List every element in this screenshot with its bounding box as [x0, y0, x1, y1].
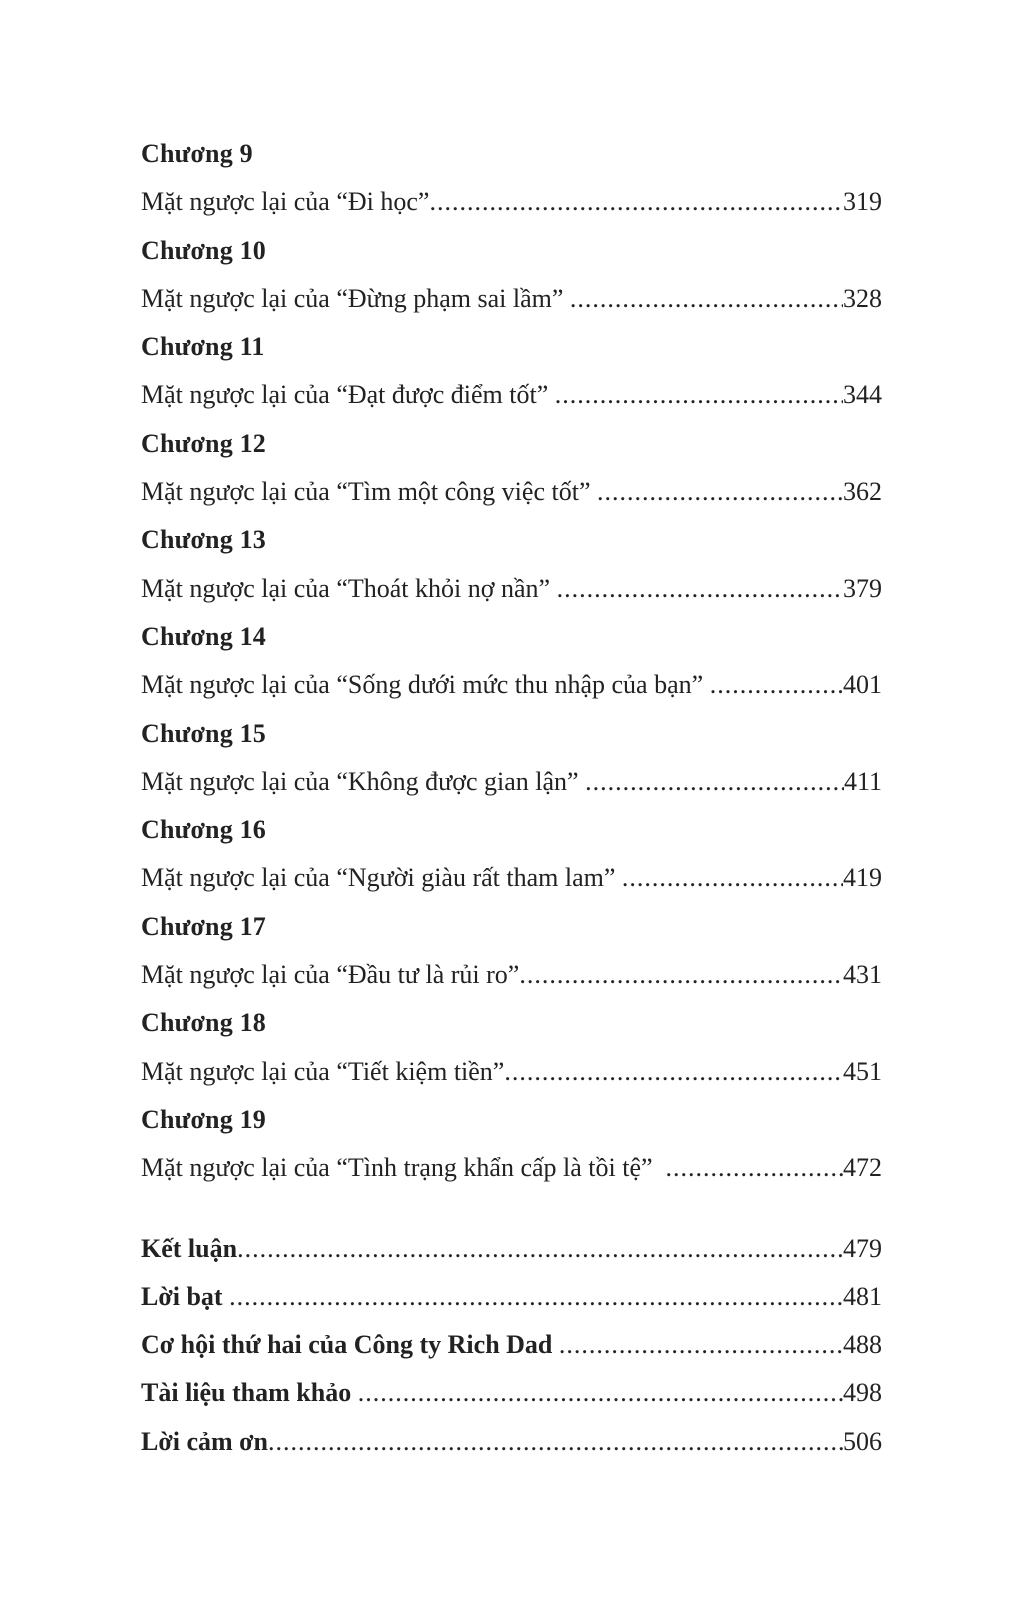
toc-row	[141, 178, 882, 226]
chapter-title: Mặt ngược lại của “Đạt được điểm tốt”	[141, 380, 555, 410]
toc-row	[141, 758, 882, 806]
page-number: 481	[843, 1281, 882, 1311]
page-number: 328	[843, 283, 882, 313]
dot-leader	[555, 371, 843, 419]
chapter-heading: Chương 12	[141, 428, 266, 458]
page-number: 479	[843, 1233, 882, 1263]
chapter-heading: Chương 17	[141, 911, 266, 941]
section-title: Cơ hội thứ hai của Công ty Rich Dad	[141, 1330, 559, 1360]
dot-leader	[429, 178, 843, 226]
dot-leader	[229, 1273, 843, 1321]
toc-row	[141, 565, 882, 613]
toc-chapter-entry	[141, 613, 882, 710]
toc-chapter-entry	[141, 1096, 882, 1193]
chapter-title: Mặt ngược lại của “Tình trạng khẩn cấp là tồi tệ”	[141, 1153, 666, 1183]
dot-leader	[710, 661, 843, 709]
page-number: 488	[843, 1330, 882, 1360]
chapter-title: Mặt ngược lại của “Đầu tư là rủi ro”	[141, 960, 520, 990]
page-number: 319	[843, 187, 882, 217]
chapter-title: Mặt ngược lại của “Đi học”	[141, 187, 430, 217]
chapter-title: Mặt ngược lại của “Tìm một công việc tốt”	[141, 477, 597, 507]
toc-back-matter-row	[141, 1225, 882, 1273]
section-title: Lời cảm ơn	[141, 1426, 269, 1456]
dot-leader	[237, 1225, 843, 1273]
chapter-heading: Chương 13	[141, 525, 266, 555]
toc-back-matter-row	[141, 1321, 882, 1369]
toc-row	[141, 275, 882, 323]
dot-leader	[585, 758, 844, 806]
toc-back-matter-row	[141, 1418, 882, 1466]
chapter-heading: Chương 19	[141, 1104, 266, 1134]
chapter-heading: Chương 9	[141, 139, 253, 168]
dot-leader	[570, 275, 843, 323]
dot-leader	[666, 1144, 843, 1192]
chapter-list	[141, 130, 882, 1193]
chapter-title: Mặt ngược lại của “Không được gian lận”	[141, 766, 586, 796]
toc-row	[141, 854, 882, 902]
page-number: 472	[843, 1153, 882, 1183]
dot-leader	[557, 565, 843, 613]
chapter-title: Mặt ngược lại của “Người giàu rất tham lam”	[141, 863, 622, 893]
dot-leader	[519, 951, 843, 999]
page-number: 362	[843, 477, 882, 507]
back-matter-list	[141, 1225, 882, 1466]
toc-row	[141, 951, 882, 999]
chapter-heading: Chương 14	[141, 621, 266, 651]
chapter-title: Mặt ngược lại của “Tiết kiệm tiền”	[141, 1056, 505, 1086]
dot-leader	[597, 468, 843, 516]
section-title: Kết luận	[141, 1233, 238, 1263]
page-number: 344	[843, 380, 882, 410]
dot-leader	[358, 1369, 843, 1417]
toc-back-matter-row	[141, 1273, 882, 1321]
chapter-heading: Chương 15	[141, 718, 266, 748]
toc-chapter-entry	[141, 130, 882, 227]
page-number: 419	[843, 863, 882, 893]
dot-leader	[559, 1321, 843, 1369]
toc-row	[141, 371, 882, 419]
section-title: Lời bạt	[141, 1281, 230, 1311]
toc-row	[141, 1048, 882, 1096]
chapter-heading: Chương 16	[141, 815, 266, 845]
page-number: 379	[843, 573, 882, 603]
toc-chapter-entry	[141, 420, 882, 517]
chapter-title: Mặt ngược lại của “Thoát khỏi nợ nần”	[141, 573, 557, 603]
toc-chapter-entry	[141, 323, 882, 420]
page-number: 411	[843, 766, 882, 796]
toc-back-matter-row	[141, 1369, 882, 1417]
toc-chapter-entry	[141, 516, 882, 613]
page-number: 431	[843, 960, 882, 990]
chapter-heading: Chương 18	[141, 1008, 266, 1038]
toc-row	[141, 661, 882, 709]
toc-chapter-entry	[141, 710, 882, 807]
toc-row	[141, 1144, 882, 1192]
dot-leader	[622, 854, 843, 902]
table-of-contents	[141, 130, 882, 1466]
chapter-heading: Chương 10	[141, 235, 266, 265]
section-title: Tài liệu tham khảo	[141, 1378, 358, 1408]
toc-row	[141, 468, 882, 516]
page-number: 498	[843, 1378, 882, 1408]
toc-chapter-entry	[141, 227, 882, 324]
page-number: 451	[843, 1056, 882, 1086]
page-number: 401	[843, 670, 882, 700]
toc-chapter-entry	[141, 806, 882, 903]
chapter-heading: Chương 11	[141, 332, 265, 362]
page-number: 506	[843, 1426, 882, 1456]
chapter-title: Mặt ngược lại của “Đừng phạm sai lầm”	[141, 283, 570, 313]
toc-chapter-entry	[141, 903, 882, 1000]
dot-leader	[268, 1418, 843, 1466]
chapter-title: Mặt ngược lại của “Sống dưới mức thu nhập của bạn”	[141, 670, 710, 700]
dot-leader	[504, 1048, 843, 1096]
toc-chapter-entry	[141, 999, 882, 1096]
